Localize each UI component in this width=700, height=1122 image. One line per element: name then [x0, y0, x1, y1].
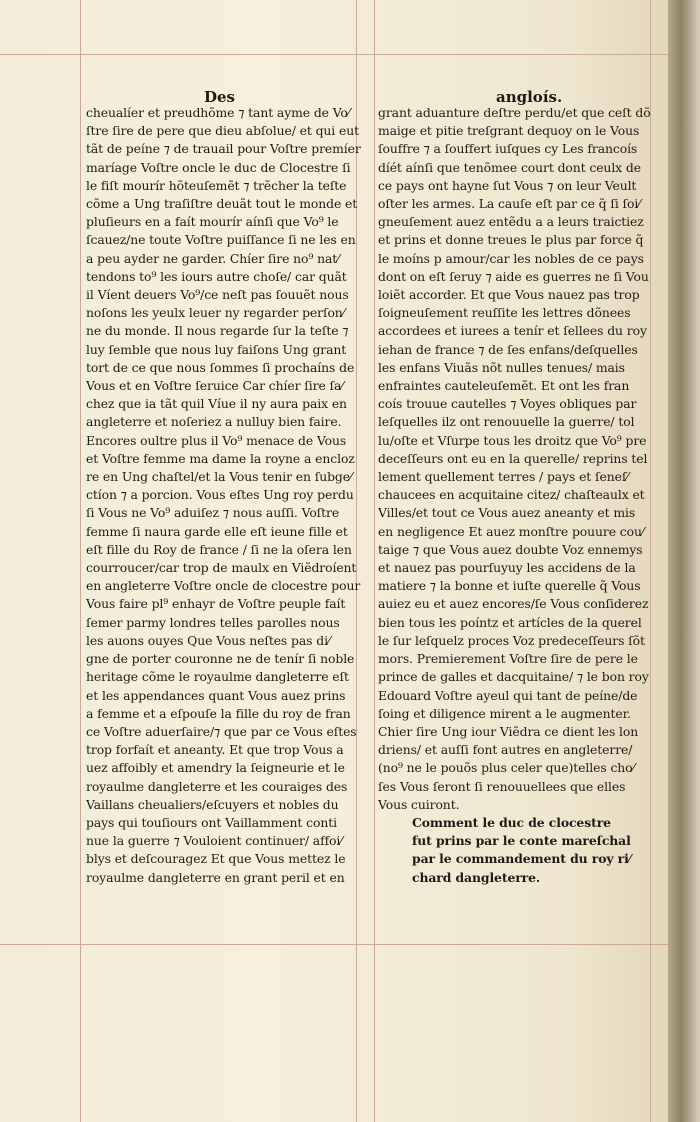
- right-column-line: en negligence Et auez monſtre pouure cou⁄: [378, 523, 644, 539]
- left-column-line: blys et deſcouragez Et que Vous mettez le: [86, 851, 346, 867]
- left-column-line: femme ſi naura garde elle eſt ieune fille et: [86, 523, 348, 539]
- left-text-column: [86, 104, 376, 887]
- right-column-line: chaucees en acquitaine citez/ chaſteaulx et: [378, 487, 645, 503]
- right-text-column: [378, 104, 668, 887]
- right-column-line: gneuſement auez entẽdu a a leurs traictiez: [378, 214, 644, 230]
- right-column-line: le ſur leſquelz proces Voz predeceſſeurs ſõt: [378, 632, 645, 648]
- right-column-line: driens/ et auſſi font autres en angleterre/: [378, 742, 633, 758]
- chapter-heading-line: chard dangleterre.: [412, 869, 541, 885]
- left-column-line: cheualíer et preudhõme ⁊ tant ayme de Vo⁄: [86, 105, 350, 120]
- book-gutter: [668, 0, 700, 1122]
- ruled-line-bottom: [0, 944, 668, 945]
- right-column-line: (no⁹ ne le pouõs plus celer que)telles cho⁄: [378, 760, 635, 776]
- left-column-line: ſtre ſire de pere que dieu abſolue/ et qui eut: [86, 123, 360, 139]
- left-column-line: en angleterre Voſtre oncle de clocestre pour: [86, 578, 361, 594]
- right-column-line: et nauez pas pourſuyuy les accidens de la: [378, 560, 636, 576]
- right-column-line: enfraintes cauteleuſemẽt. Et ont les fran: [378, 378, 630, 394]
- left-column-line: royaulme dangleterre et les couraiges des: [86, 778, 348, 794]
- left-column-line: ctíon ⁊ a porcion. Vous eſtes Ung roy perdu: [86, 487, 354, 503]
- left-column-line: angleterre et noſeriez a nulluy bien faire.: [86, 414, 342, 430]
- left-column-line: Vaillans cheualiers/eſcuyers et nobles du: [86, 796, 339, 812]
- left-column-line: nue la guerre ⁊ Vouloient continuer/ affoi⁄: [86, 833, 343, 849]
- left-column-line: Encores oultre plus il Vo⁹ menace de Vous: [86, 432, 347, 448]
- ruled-line-top: [0, 54, 668, 55]
- right-column-line: ſes Vous ſeront ſi renouuellees que elles: [378, 778, 626, 794]
- left-column-line: ſcauez/ne toute Voſtre puiſſance ſi ne les en: [86, 232, 356, 248]
- left-column-line: royaulme dangleterre en grant peril et en: [86, 869, 345, 885]
- left-column-line: tort de ce que nous ſommes ſi prochaíns de: [86, 359, 355, 375]
- right-column-line: ce pays ont hayne ſut Vous ⁊ on leur Veult: [378, 177, 637, 193]
- left-column-line: pluſieurs en a faít mourír aínſi que Vo⁹ le: [86, 214, 339, 230]
- left-column-line: courroucer/car trop de maulx en Viẽdroíent: [86, 560, 357, 576]
- left-column-line: les auons ouyes Que Vous neſtes pas di⁄: [86, 632, 330, 648]
- left-column-line: maríage Voſtre oncle le duc de Clocestre ſi: [86, 159, 351, 175]
- right-column-line: grant aduanture deſtre perdu/et que ceſt dõ: [378, 105, 651, 120]
- left-column-line: heritage cõme le royaulme dangleterre eſt: [86, 669, 349, 685]
- left-column-line: trop forfaít et aneanty. Et que trop Vous a: [86, 742, 344, 758]
- right-column-line: les enfans Viuãs nõt nulles tenues/ mais: [378, 359, 625, 375]
- left-column-line: re en Ung chaſtel/et la Vous tenir en ſubge⁄: [86, 469, 352, 485]
- right-column-line: matiere ⁊ la bonne et iuſte querelle q̃ Vous: [378, 578, 641, 594]
- left-column-line: eſt fille du Roy de france / ſi ne la oſera len: [86, 541, 352, 557]
- right-column-line: lu/oſte et Vſurpe tous les droitz que Vo⁹ pre: [378, 432, 647, 448]
- left-column-line: Vous et en Voſtre ſeruice Car chíer ſire ſa⁄: [86, 378, 344, 394]
- right-column-line: Edouard Voſtre ayeul qui tant de peíne/de: [378, 687, 638, 703]
- right-column-line: loiẽt accorder. Et que Vous nauez pas trop: [378, 287, 640, 303]
- chapter-heading-line: par le commandement du roy ri⁄: [412, 851, 631, 867]
- right-column-line: leſquelles ilz ont renouuelle la guerre/ tol: [378, 414, 635, 430]
- right-column-line: deceſſeurs ont eu en la querelle/ reprins tel: [378, 450, 648, 466]
- left-column-line: luy ſemble que nous luy faiſons Ung grant: [86, 341, 347, 357]
- right-column-line: ſoigneuſement reuſſite les lettres dõnees: [378, 305, 631, 321]
- left-column-line: ce Voſtre aduerſaire/⁊ que par ce Vous eſtes: [86, 723, 357, 739]
- right-column-line: le moíns p amour/car les nobles de ce pays: [378, 250, 644, 266]
- right-column-line: auiez eu et auez encores/ſe Vous conſiderez: [378, 596, 649, 612]
- left-column-line: a femme et a eſpouſe la fille du roy de fran: [86, 705, 351, 721]
- left-column-line: le fiſt mourír hõteuſemẽt ⁊ trẽcher la teſte: [86, 177, 347, 193]
- right-column-line: et prins et donne treues le plus par force q̃: [378, 232, 644, 248]
- right-column-line: dont on eſt ſeruy ⁊ aide es guerres ne ſi Vou: [378, 268, 649, 284]
- right-column-line: taige ⁊ que Vous auez doubte Voz ennemys: [378, 541, 643, 557]
- left-column-line: Vous faire pl⁹ enhayr de Voſtre peuple faít: [86, 596, 346, 612]
- left-column-line: et les appendances quant Vous auez prins: [86, 687, 346, 703]
- right-column-line: mors. Premierement Voſtre ſire de pere le: [378, 651, 638, 667]
- left-column-line: cõme a Ung traſiſtre deuãt tout le monde et: [86, 196, 358, 212]
- left-column-line: chez que ia tãt quil Víue il ny aura paix en: [86, 396, 347, 412]
- right-column-line: ſouffre ⁊ a ſouffert iuſques cy Les francoís: [378, 141, 638, 157]
- left-column-line: et Voſtre femme ma dame la royne a encloz: [86, 450, 355, 466]
- right-column-line: oſter les armes. La cauſe eſt par ce q̃ ſi ſoi⁄: [378, 196, 641, 212]
- right-column-line: coís trouue cautelles ⁊ Voyes obliques par: [378, 396, 637, 412]
- right-column-line: Chier ſire Ung iour Viẽdra ce dient les lon: [378, 723, 639, 739]
- left-column-line: pays qui touſiours ont Vaillamment conti: [86, 814, 337, 830]
- ruled-line-left: [80, 0, 81, 1122]
- right-column-line: Vous cuiront.: [378, 796, 460, 812]
- running-head-left: Des: [204, 88, 235, 106]
- right-column-line: ſoing et diligence mirent a le augmenter.: [378, 705, 631, 721]
- chapter-heading-line: fut prins par le conte mareſchal: [412, 833, 631, 849]
- right-column-line: accordees et iurees a tenír et ſellees du roy: [378, 323, 647, 339]
- left-column-line: tãt de peíne ⁊ de trauail pour Voſtre premíer: [86, 141, 361, 157]
- right-column-line: Villes/et tout ce Vous auez aneanty et mis: [378, 505, 636, 521]
- left-column-line: ne du monde. Il nous regarde ſur la teſte ⁊: [86, 323, 349, 339]
- left-column-line: ſemer parmy londres telles parolles nous: [86, 614, 340, 630]
- right-column-line: bien tous les poíntz et artícles de la querel: [378, 614, 642, 630]
- left-column-line: a peu ayder ne garder. Chíer ſire no⁹ nat⁄: [86, 250, 340, 266]
- right-column-line: iehan de france ⁊ de ſes enfans/deſquelles: [378, 341, 638, 357]
- left-column-line: il Víent deuers Vo⁹/ce neſt pas ſouuẽt nous: [86, 287, 349, 303]
- chapter-heading-line: Comment le duc de clocestre: [412, 814, 611, 830]
- right-column-line: maige et pitie treſgrant dequoy on le Vous: [378, 123, 640, 139]
- left-column-line: gne de porter couronne ne de tenír ſi noble: [86, 651, 355, 667]
- left-column-line: tendons to⁹ les iours autre choſe/ car quãt: [86, 268, 347, 284]
- left-column-line: uez affoibly et amendry la ſeigneurie et le: [86, 760, 345, 776]
- right-column-line: prince de galles et dacquitaine/ ⁊ le bon roy: [378, 669, 649, 685]
- left-column-line: ſi Vous ne Vo⁹ aduiſez ⁊ nous auſſi. Voſtre: [86, 505, 340, 521]
- left-column-line: noſons les yeulx leuer ny regarder perſon⁄: [86, 305, 345, 321]
- right-column-line: díét aínſi que tenõmee court dont ceulx de: [378, 159, 641, 175]
- right-column-line: lement quellement terres / pays et ſeneſ⁄: [378, 469, 629, 485]
- running-head-right: angloís.: [496, 88, 563, 106]
